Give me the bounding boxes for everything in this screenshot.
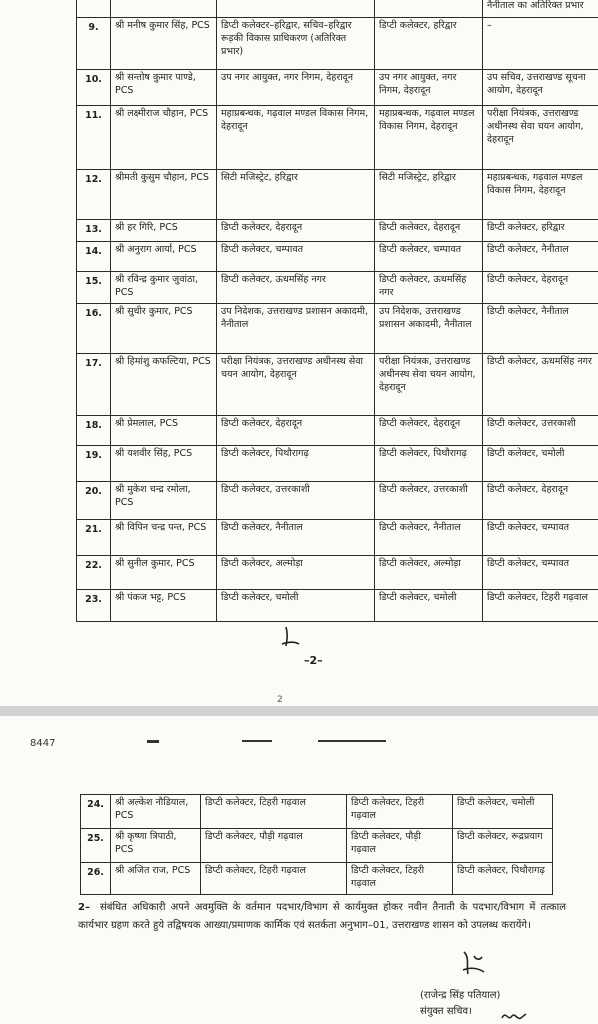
current-post-cell: डिप्टी कलेक्टर, चम्पावत <box>217 242 375 272</box>
officer-name-cell: श्री हर गिरि, PCS <box>111 220 217 242</box>
current-post-cell: डिप्टी कलेक्टर, देहरादून <box>217 220 375 242</box>
signatory-block <box>420 987 500 1019</box>
officer-name-cell: श्री सन्तोष कुमार पाण्डे, PCS <box>111 70 217 106</box>
current-post-cell: डिप्टी कलेक्टर, टिहरी गढ़वाल <box>201 795 347 829</box>
scan-header-number: 8447 <box>30 738 56 749</box>
current-post-cell: उप निदेशक, उत्तराखण्ड प्रशासन अकादमी, नैनीताल <box>217 304 375 354</box>
new-posting-cell: डिप्टी कलेक्टर, हरिद्वार <box>483 220 598 242</box>
signatory-name: (राजेन्द्र सिंह पतियाल) <box>420 990 501 1001</box>
relieved-post-cell: डिप्टी कलेक्टर, ऊधमसिंह नगर <box>375 272 483 304</box>
new-posting-cell: डिप्टी कलेक्टर, उत्तरकाशी <box>483 416 598 446</box>
current-post-cell: डिप्टी कलेक्टर, ऊधमसिंह नगर <box>217 272 375 304</box>
relieved-post-cell: डिप्टी कलेक्टर, पिथौरागढ़ <box>375 446 483 482</box>
officer-name-cell: श्री सुनील कुमार, PCS <box>111 556 217 590</box>
new-posting-cell: डिप्टी कलेक्टर, नैनीताल <box>483 242 598 272</box>
page-two <box>0 716 598 1024</box>
serial-number-cell: 19. <box>77 446 111 482</box>
table-row <box>77 446 598 482</box>
title-signature-icon <box>500 1008 528 1024</box>
officer-name-cell: श्री रविन्द्र कुमार जुवांठा, PCS <box>111 272 217 304</box>
current-post-cell: डिप्टी कलेक्टर–हरिद्वार, सचिव–हरिद्वार रूड़की विकास प्राधिकरण (अतिरिक्त प्रभार) <box>217 18 375 70</box>
table-row <box>77 416 598 446</box>
serial-number-cell: 24. <box>81 795 111 829</box>
serial-number-cell <box>77 0 111 18</box>
new-posting-cell: डिप्टी कलेक्टर, नैनीताल <box>483 304 598 354</box>
table-row <box>77 220 598 242</box>
table-row <box>77 556 598 590</box>
relieved-post-cell: परीक्षा नियंत्रक, उत्तराखण्ड अधीनस्थ सेवा चयन आयोग, देहरादून <box>375 354 483 416</box>
new-posting-cell: डिप्टी कलेक्टर, रूद्रप्रयाग <box>453 829 553 863</box>
officer-name-cell: श्री प्रेमलाल, PCS <box>111 416 217 446</box>
table-row <box>77 354 598 416</box>
table-row <box>77 70 598 106</box>
officer-name-cell: श्री कृष्णा त्रिपाठी, PCS <box>111 829 201 863</box>
officer-name-cell: श्री विपिन चन्द्र पन्त, PCS <box>111 520 217 556</box>
new-posting-cell: – <box>483 18 598 70</box>
officer-name-cell: श्री हिमांशु कफल्टिया, PCS <box>111 354 217 416</box>
relieved-post-cell: डिप्टी कलेक्टर, टिहरी गढ़वाल <box>347 795 453 829</box>
new-posting-cell: परीक्षा नियंत्रक, उत्तराखण्ड अधीनस्थ सेवा चयन आयोग, देहरादून <box>483 106 598 170</box>
officer-name-cell: श्री सुधीर कुमार, PCS <box>111 304 217 354</box>
new-posting-cell: डिप्टी कलेक्टर, चमोली <box>483 446 598 482</box>
header-dash <box>242 740 272 742</box>
table-row <box>81 829 553 863</box>
table-row <box>77 272 598 304</box>
current-post-cell: डिप्टी कलेक्टर, देहरादून <box>217 416 375 446</box>
table-row <box>77 482 598 520</box>
serial-number-cell: 10. <box>77 70 111 106</box>
relieved-post-cell: डिप्टी कलेक्टर, देहरादून <box>375 416 483 446</box>
table-row <box>77 170 598 220</box>
table-row <box>77 590 598 622</box>
page-separator <box>0 706 598 716</box>
new-posting-cell: डिप्टी कलेक्टर, चम्पावत <box>483 556 598 590</box>
current-post-cell: महाप्रबन्धक, गढ़वाल मण्डल विकास निगम, देहरादून <box>217 106 375 170</box>
instruction-note <box>78 899 566 934</box>
new-posting-cell: डिप्टी कलेक्टर, चमोली <box>453 795 553 829</box>
relieved-post-cell <box>375 0 483 18</box>
officer-name-cell: श्री यशवीर सिंह, PCS <box>111 446 217 482</box>
relieved-post-cell: सिटी मजिस्ट्रेट, हरिद्वार <box>375 170 483 220</box>
current-post-cell: डिप्टी कलेक्टर, टिहरी गढ़वाल <box>201 863 347 895</box>
relieved-post-cell: डिप्टी कलेक्टर, चम्पावत <box>375 242 483 272</box>
relieved-post-cell: डिप्टी कलेक्टर, उत्तरकाशी <box>375 482 483 520</box>
relieved-post-cell: महाप्रबन्धक, गढ़वाल मण्डल विकास निगम, देहरादून <box>375 106 483 170</box>
serial-number-cell: 16. <box>77 304 111 354</box>
officer-name-cell: श्री लक्ष्मीराज चौहान, PCS <box>111 106 217 170</box>
officer-name-cell: श्री पंकज भट्ट, PCS <box>111 590 217 622</box>
relieved-post-cell: डिप्टी कलेक्टर, चमोली <box>375 590 483 622</box>
serial-number-cell: 22. <box>77 556 111 590</box>
table-row <box>77 304 598 354</box>
table-row <box>81 863 553 895</box>
officer-name-cell: श्री मुकेश चन्द्र रमोला, PCS <box>111 482 217 520</box>
current-post-cell: डिप्टी कलेक्टर, पौड़ी गढ़वाल <box>201 829 347 863</box>
serial-number-cell: 26. <box>81 863 111 895</box>
officer-name-cell: श्री अनुराग आर्या, PCS <box>111 242 217 272</box>
relieved-post-cell: डिप्टी कलेक्टर, हरिद्वार <box>375 18 483 70</box>
new-posting-cell: डिप्टी कलेक्टर, चम्पावत <box>483 520 598 556</box>
signature-icon <box>458 948 488 978</box>
serial-number-cell: 17. <box>77 354 111 416</box>
serial-number-cell: 13. <box>77 220 111 242</box>
serial-number-cell: 20. <box>77 482 111 520</box>
transfer-table-page-one <box>76 0 598 622</box>
table-row <box>77 520 598 556</box>
officer-name-cell: श्री मनीष कुमार सिंह, PCS <box>111 18 217 70</box>
table-row <box>77 18 598 70</box>
serial-number-cell: 25. <box>81 829 111 863</box>
current-post-cell: डिप्टी कलेक्टर, पिथौरागढ़ <box>217 446 375 482</box>
transfer-table-page-two <box>80 794 553 895</box>
table-row <box>77 242 598 272</box>
officer-name-cell: श्री अजित राज, PCS <box>111 863 201 895</box>
serial-number-cell: 14. <box>77 242 111 272</box>
new-posting-cell: उप सचिव, उत्तराखण्ड सूचना आयोग, देहरादून <box>483 70 598 106</box>
current-post-cell <box>217 0 375 18</box>
new-posting-cell: डिप्टी कलेक्टर, पिथौरागढ़ <box>453 863 553 895</box>
page-number: 2 <box>277 695 283 705</box>
header-dash <box>318 740 386 742</box>
relieved-post-cell: डिप्टी कलेक्टर, टिहरी गढ़वाल <box>347 863 453 895</box>
relieved-post-cell: उप नगर आयुक्त, नगर निगम, देहरादून <box>375 70 483 106</box>
serial-number-cell: 21. <box>77 520 111 556</box>
table-row <box>81 795 553 829</box>
initial-signature-icon <box>278 624 302 650</box>
serial-number-cell: 9. <box>77 18 111 70</box>
current-post-cell: डिप्टी कलेक्टर, अल्मोड़ा <box>217 556 375 590</box>
serial-number-cell: 11. <box>77 106 111 170</box>
officer-name-cell: श्रीमती कुसुम चौहान, PCS <box>111 170 217 220</box>
table-row <box>77 0 598 18</box>
relieved-post-cell: उप निदेशक, उत्तराखण्ड प्रशासन अकादमी, नैनीताल <box>375 304 483 354</box>
current-post-cell: उप नगर आयुक्त, नगर निगम, देहरादून <box>217 70 375 106</box>
officer-name-cell: श्री अल्केश नौडियाल, PCS <box>111 795 201 829</box>
new-posting-cell: डिप्टी कलेक्टर, ऊधमसिंह नगर <box>483 354 598 416</box>
serial-number-cell: 15. <box>77 272 111 304</box>
relieved-post-cell: डिप्टी कलेक्टर, देहरादून <box>375 220 483 242</box>
new-posting-cell: डिप्टी कलेक्टर, देहरादून <box>483 482 598 520</box>
current-post-cell: डिप्टी कलेक्टर, नैनीताल <box>217 520 375 556</box>
signatory-title: संयुक्त सचिव। <box>420 1006 472 1017</box>
relieved-post-cell: डिप्टी कलेक्टर, नैनीताल <box>375 520 483 556</box>
relieved-post-cell: डिप्टी कलेक्टर, अल्मोड़ा <box>375 556 483 590</box>
current-post-cell: परीक्षा नियंत्रक, उत्तराखण्ड अधीनस्थ सेवा चयन आयोग, देहरादून <box>217 354 375 416</box>
current-post-cell: सिटी मजिस्ट्रेट, हरिद्वार <box>217 170 375 220</box>
table-row <box>77 106 598 170</box>
relieved-post-cell: डिप्टी कलेक्टर, पौड़ी गढ़वाल <box>347 829 453 863</box>
serial-number-cell: 23. <box>77 590 111 622</box>
new-posting-cell: डिप्टी कलेक्टर, देहरादून <box>483 272 598 304</box>
serial-number-cell: 18. <box>77 416 111 446</box>
page-mark: –2– <box>304 654 323 667</box>
note-text: संबंधित अधिकारी अपने अवमुक्ति के वर्तमान पदभार/विभाग से कार्यमुक्त होकर नवीन तैनाती के पदभार/विभाग में तत्काल कार्यभार ग्रहण करते हुये तद्विषयक आख्या/प्रमाणक कार्मिक एवं सतर्कता अनुभाग–01, उत्तराखण्ड शासन को उपलब्ध करायेंगे। <box>78 902 566 931</box>
note-number: 2– <box>78 902 90 913</box>
header-dash <box>147 740 159 743</box>
current-post-cell: डिप्टी कलेक्टर, चमोली <box>217 590 375 622</box>
new-posting-cell: महाप्रबन्धक, गढ़वाल मण्डल विकास निगम, देहरादून <box>483 170 598 220</box>
new-posting-cell: नैनीताल का अतिरिक्त प्रभार <box>483 0 598 18</box>
serial-number-cell: 12. <box>77 170 111 220</box>
officer-name-cell <box>111 0 217 18</box>
current-post-cell: डिप्टी कलेक्टर, उत्तरकाशी <box>217 482 375 520</box>
new-posting-cell: डिप्टी कलेक्टर, टिहरी गढ़वाल <box>483 590 598 622</box>
